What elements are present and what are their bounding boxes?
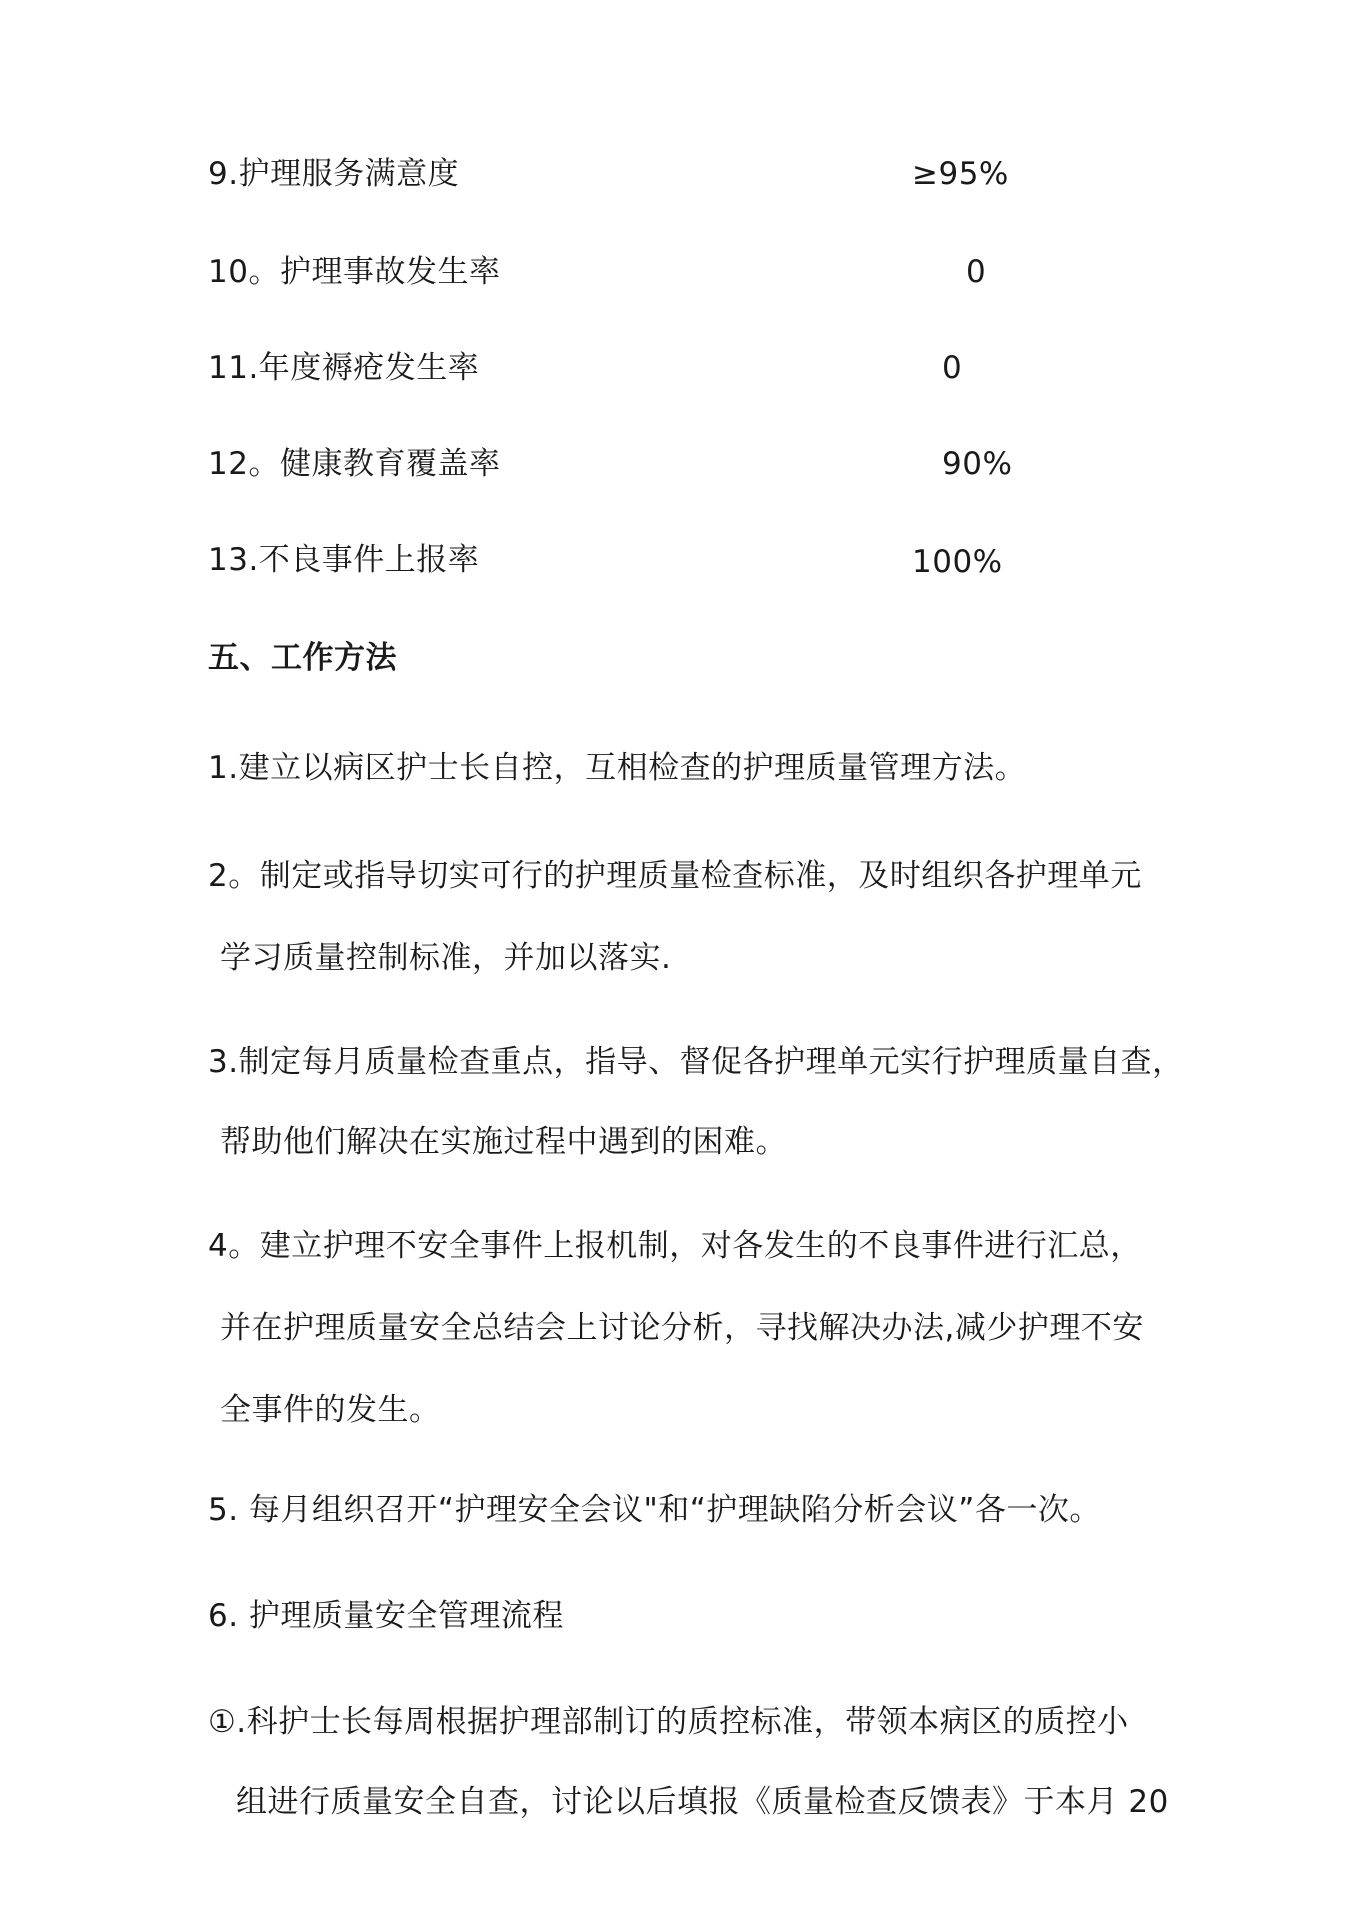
method-2-line-1: 2。制定或指导切实可行的护理质量检查标准，及时组织各护理单元 — [208, 858, 1142, 894]
method-3-line-2: 帮助他们解决在实施过程中遇到的困难。 — [220, 1124, 787, 1160]
method-5: 5. 每月组织召开“护理安全会议"和“护理缺陷分析会议”各一次。 — [208, 1492, 1101, 1528]
method-4-line-3: 全事件的发生。 — [220, 1392, 441, 1428]
method-3-line-1: 3.制定每月质量检查重点，指导、督促各护理单元实行护理质量自查， — [208, 1044, 1184, 1080]
metric-label-12: 12。健康教育覆盖率 — [208, 446, 501, 482]
method-6: 6. 护理质量安全管理流程 — [208, 1598, 564, 1634]
method-1: 1.建立以病区护士长自控，互相检查的护理质量管理方法。 — [208, 750, 1027, 786]
metric-value-12: 90% — [942, 446, 1013, 482]
metric-value-13: 100% — [912, 544, 1003, 580]
section-heading: 五、工作方法 — [208, 640, 397, 676]
metric-label-9: 9.护理服务满意度 — [208, 156, 460, 192]
metric-label-13: 13.不良事件上报率 — [208, 542, 480, 578]
metric-value-9: ≥95% — [912, 156, 1009, 192]
method-4-line-1: 4。建立护理不安全事件上报机制，对各发生的不良事件进行汇总， — [208, 1228, 1142, 1264]
step-1-line-2: 组进行质量安全自查，讨论以后填报《质量检查反馈表》于本月 20 — [236, 1784, 1169, 1820]
metric-label-10: 10。护理事故发生率 — [208, 254, 501, 290]
metric-value-10: 0 — [966, 254, 987, 290]
metric-label-11: 11.年度褥疮发生率 — [208, 350, 480, 386]
metric-value-11: 0 — [942, 350, 963, 386]
method-4-line-2: 并在护理质量安全总结会上讨论分析，寻找解决办法,减少护理不安 — [220, 1310, 1144, 1346]
step-1-line-1: ①.科护士长每周根据护理部制订的质控标准，带领本病区的质控小 — [208, 1704, 1129, 1740]
method-2-line-2: 学习质量控制标准，并加以落实. — [220, 940, 672, 976]
